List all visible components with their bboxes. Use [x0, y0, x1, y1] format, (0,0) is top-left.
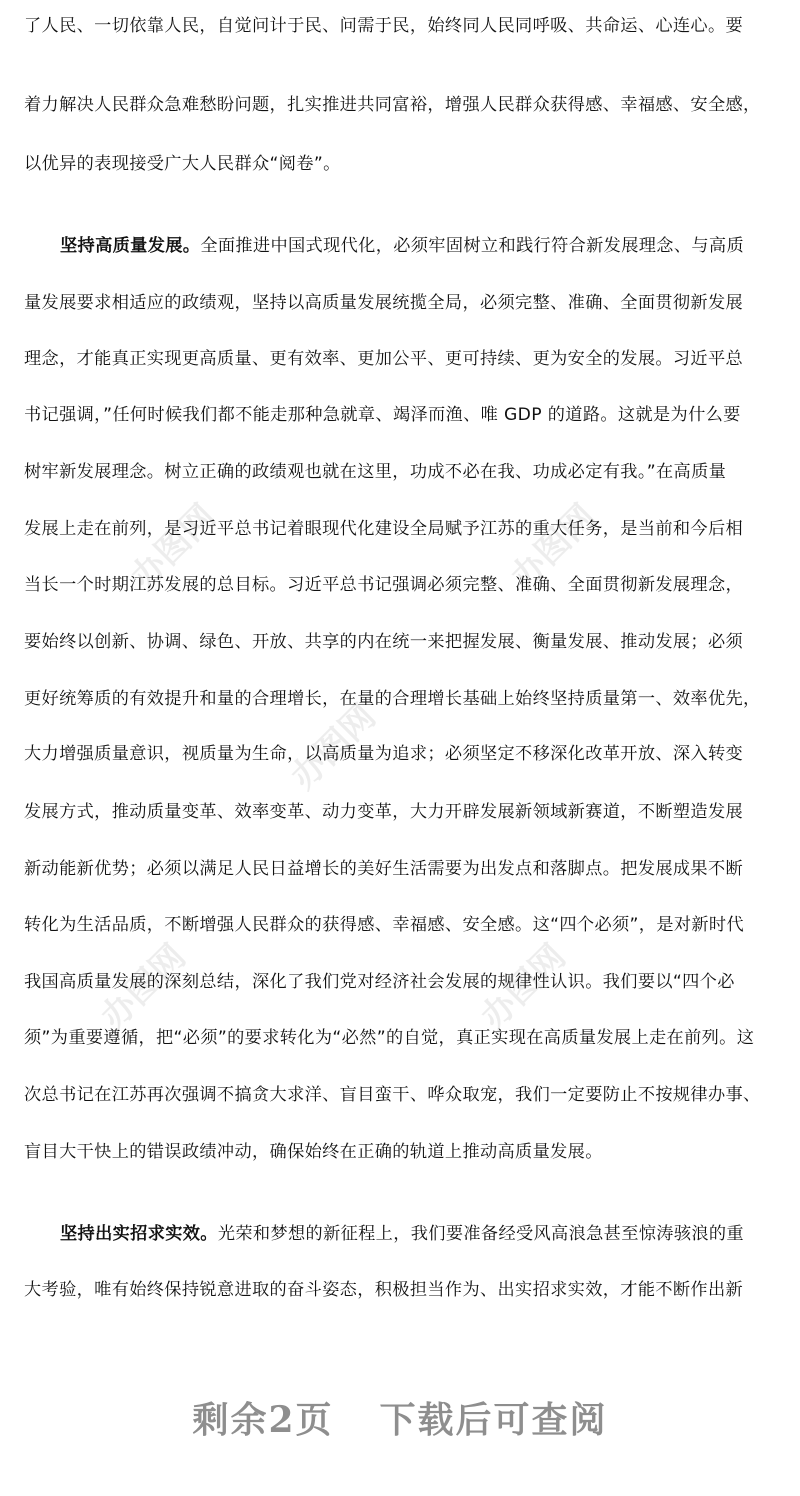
text-line: 须”为重要遵循，把“必须”的要求转化为“必然”的自觉，真正实现在高质量发展上走在前列。这	[24, 1028, 755, 1048]
paragraph-first-line	[24, 1221, 778, 1247]
text-line: 新动能新优势；必须以满足人民日益增长的美好生活需要为出发点和落脚点。把发展成果不断	[24, 859, 744, 879]
watermark: 办图网	[473, 936, 574, 1038]
text-line: 发展方式，推动质量变革、效率变革、动力变革，大力开辟发展新领域新赛道，不断塑造发展	[24, 802, 744, 822]
text-line: 更好统筹质的有效提升和量的合理增长，在量的合理增长基础上始终坚持质量第一、效率优先，	[24, 689, 761, 709]
text-line: 当长一个时期江苏发展的总目标。习近平总书记强调必须完整、准确、全面贯彻新发展理念，	[24, 575, 744, 595]
text-line: 我国高质量发展的深刻总结，深化了我们党对经济社会发展的规律性认识。我们要以“四个必	[24, 972, 735, 992]
text-line: 以优异的表现接受广大人民群众“阅卷”。	[24, 154, 341, 174]
text-line: 全面推进中国式现代化，必须牢固树立和践行符合新发展理念、与高质	[200, 236, 744, 256]
paragraph-first-line	[24, 233, 778, 259]
text-line: 光荣和梦想的新征程上，我们要准备经受风高浪急甚至惊涛骇浪的重	[217, 1224, 744, 1244]
watermark: 办图网	[283, 696, 384, 798]
download-to-view-label: 下载后可查阅	[379, 1399, 608, 1441]
text-line: 要始终以创新、协调、绿色、开放、共享的内在统一来把握发展、衡量发展、推动发展；必须	[24, 632, 744, 652]
text-line: 理念，才能真正实现更高质量、更有效率、更加公平、更可持续、更为安全的发展。习近平总	[24, 349, 744, 369]
text-line: 了人民、一切依靠人民，自觉问计于民、问需于民，始终同人民同呼吸、共命运、心连心。要	[24, 16, 744, 36]
text-line: 盲目大干快上的错误政绩冲动，确保始终在正确的轨道上推动高质量发展。	[24, 1142, 603, 1162]
watermark: 办图网	[503, 496, 604, 598]
download-prompt[interactable]	[0, 1392, 800, 1443]
text-line: 书记强调，”任何时候我们都不能走那种急就章、竭泽而渔、唯 GDP 的道路。这就是为什么要	[24, 405, 741, 425]
text-line: 着力解决人民群众急难愁盼问题，扎实推进共同富裕，增强人民群众获得感、幸福感、安全感，	[24, 95, 761, 115]
text-line: 次总书记在江苏再次强调不搞贪大求洋、盲目蛮干、哗众取宠，我们一定要防止不按规律办事、	[24, 1085, 761, 1105]
paragraph-heading: 坚持高质量发展。	[60, 236, 201, 256]
text-line: 量发展要求相适应的政绩观，坚持以高质量发展统揽全局，必须完整、准确、全面贯彻新发展	[24, 293, 744, 313]
text-line: 大力增强质量意识，视质量为生命，以高质量为追求；必须坚定不移深化改革开放、深入转变	[24, 744, 744, 764]
paragraph-heading: 坚持出实招求实效。	[60, 1224, 218, 1244]
text-line: 树牢新发展理念。树立正确的政绩观也就在这里，功成不必在我、功成必定有我。”在高质量	[24, 462, 727, 482]
text-line: 发展上走在前列，是习近平总书记着眼现代化建设全局赋予江苏的重大任务，是当前和今后相	[24, 519, 744, 539]
watermark: 办图网	[123, 496, 224, 598]
watermark: 办图网	[93, 936, 194, 1038]
text-line: 转化为生活品质，不断增强人民群众的获得感、幸福感、安全感。这“四个必须”，是对新时代	[24, 915, 745, 935]
remaining-pages-label: 剩余2页	[192, 1399, 334, 1441]
text-line: 大考验，唯有始终保持锐意进取的奋斗姿态，积极担当作为、出实招求实效，才能不断作出新	[24, 1280, 744, 1300]
